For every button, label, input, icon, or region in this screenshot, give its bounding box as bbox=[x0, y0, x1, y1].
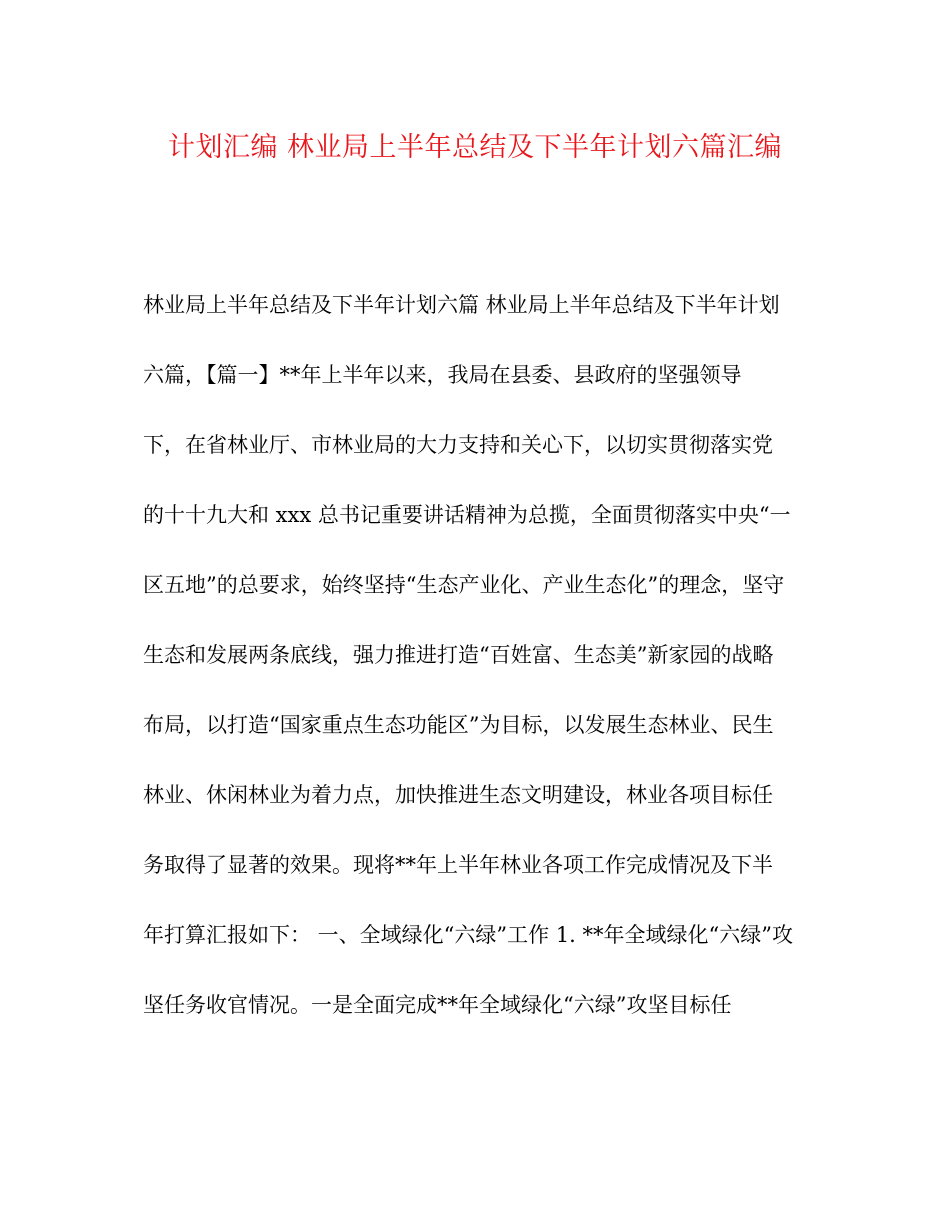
body-line: 区五地”的总要求，始终坚持“生态产业化、产业生态化”的理念，坚守 bbox=[143, 573, 785, 597]
body-line: 坚任务收官情况。一是全面完成**年全域绿化“六绿”攻坚目标任 bbox=[143, 993, 732, 1017]
body-line: 的十十九大和 xxx 总书记重要讲话精神为总揽，全面贯彻落实中央“一 bbox=[143, 503, 791, 527]
document-body bbox=[143, 284, 813, 1054]
body-line: 六篇，【篇一】**年上半年以来，我局在县委、县政府的坚强领导 bbox=[143, 363, 742, 387]
body-line: 林业局上半年总结及下半年计划六篇 林业局上半年总结及下半年计划 bbox=[143, 293, 780, 317]
body-line: 年打算汇报如下： 一、全域绿化“六绿”工作 1. **年全域绿化“六绿”攻 bbox=[143, 923, 794, 947]
body-line: 生态和发展两条底线，强力推进打造“百姓富、生态美”新家园的战略 bbox=[143, 643, 774, 667]
document-title: 计划汇编 林业局上半年总结及下半年计划六篇汇编 bbox=[167, 132, 783, 163]
body-line: 林业、休闲林业为着力点，加快推进生态文明建设，林业各项目标任 bbox=[143, 783, 773, 807]
body-line: 下，在省林业厅、市林业局的大力支持和关心下，以切实贯彻落实党 bbox=[143, 433, 773, 457]
body-line: 布局，以打造“国家重点生态功能区”为目标，以发展生态林业、民生 bbox=[143, 713, 774, 737]
body-line: 务取得了显著的效果。现将**年上半年林业各项工作完成情况及下半 bbox=[143, 853, 773, 877]
